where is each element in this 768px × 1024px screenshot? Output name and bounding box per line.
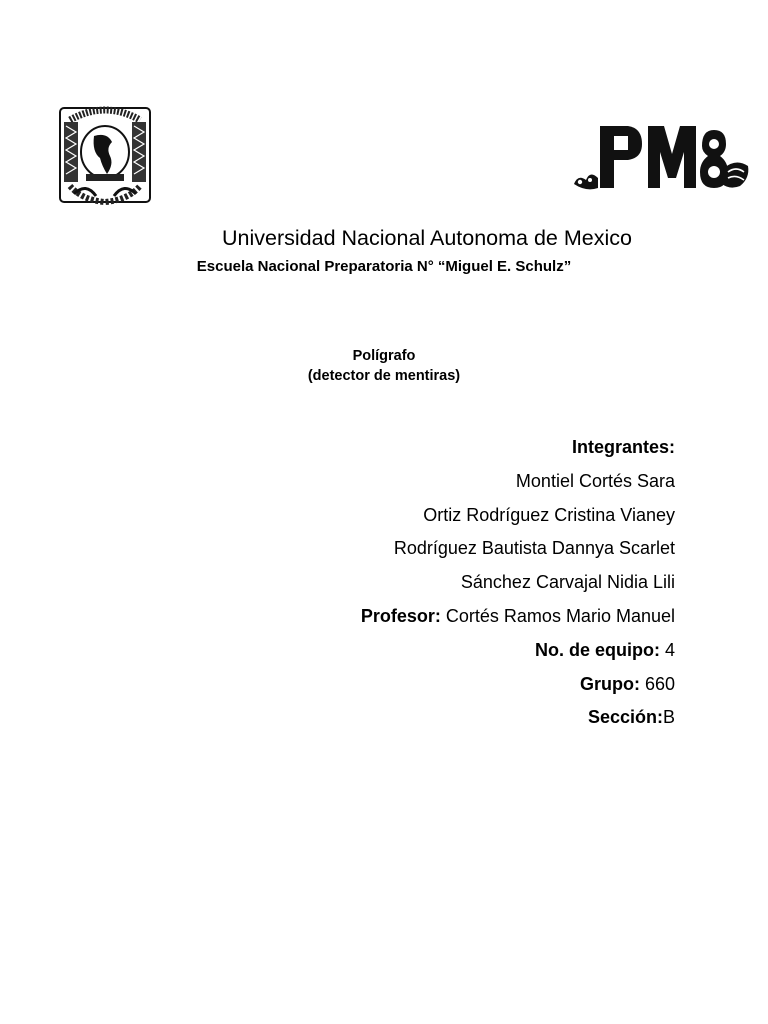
document-title <box>0 346 768 386</box>
team-label: No. de equipo: <box>534 639 660 660</box>
school-name: Escuela Nacional Preparatoria N° “Miguel E. Schulz” <box>196 258 572 275</box>
team-value: 4 <box>659 639 675 660</box>
section-label: Sección: <box>587 707 663 728</box>
member-name: Ortiz Rodríguez Cristina Vianey <box>423 504 675 525</box>
section-value: B <box>662 707 675 728</box>
team-row <box>361 638 675 672</box>
university-name: Universidad Nacional Autonoma de Mexico <box>222 226 632 250</box>
teacher-value: Cortés Ramos Mario Manuel <box>440 605 675 626</box>
member-name: Rodríguez Bautista Dannya Scarlet <box>393 538 675 559</box>
group-value: 660 <box>639 673 675 694</box>
members-heading: Integrantes: <box>571 437 675 457</box>
section-row <box>361 705 675 739</box>
member-name: Montiel Cortés Sara <box>515 470 675 491</box>
teacher-label: Profesor: <box>360 605 441 626</box>
group-label: Grupo: <box>579 673 640 694</box>
teacher-row <box>361 604 675 638</box>
member-name: Sánchez Carvajal Nidia Lili <box>460 572 675 593</box>
members-block <box>361 435 675 739</box>
group-row <box>361 672 675 706</box>
unam-seal-icon <box>52 102 158 208</box>
document-title-line2: (detector de mentiras) <box>307 368 461 384</box>
document-title-line1: Polígrafo <box>352 348 416 364</box>
enp-logo-icon <box>568 108 752 204</box>
